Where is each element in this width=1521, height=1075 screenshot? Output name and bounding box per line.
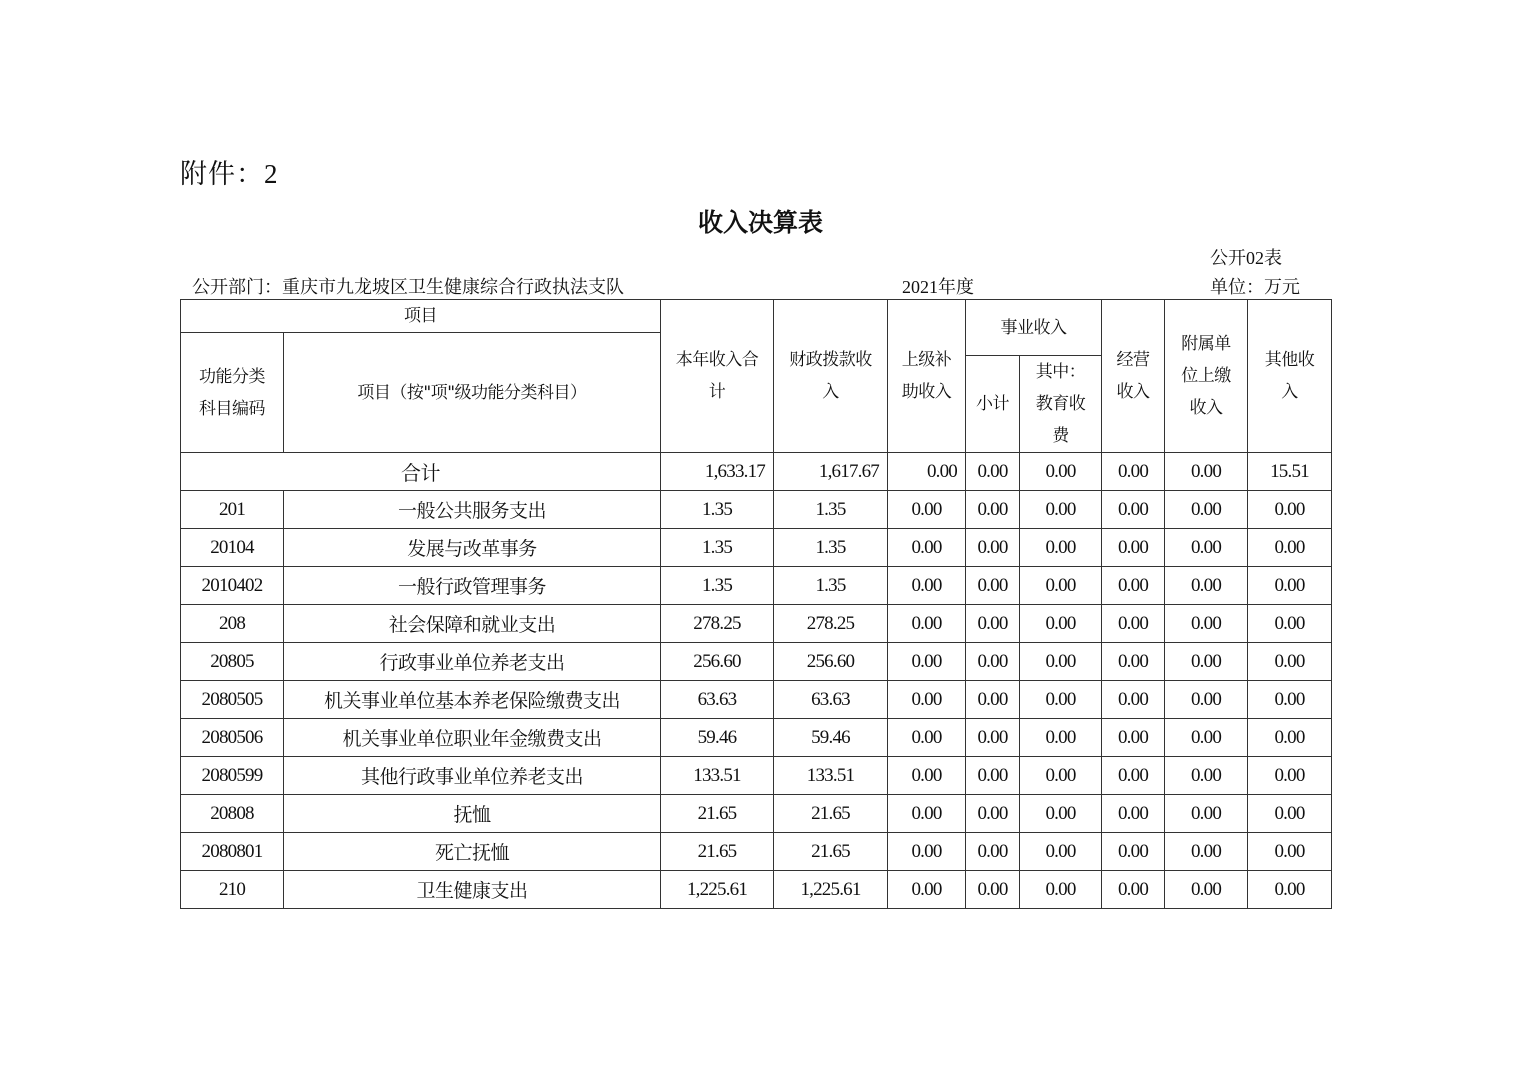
row-cell: 0.00: [888, 681, 966, 719]
total-row: [181, 453, 1332, 491]
row-cell: 0.00: [1248, 681, 1332, 719]
row-cell: 0.00: [1165, 719, 1248, 757]
row-cell: 0.00: [966, 833, 1020, 871]
row-cell: 0.00: [1102, 833, 1165, 871]
row-code: 2080505: [181, 681, 284, 719]
row-cell: 0.00: [966, 529, 1020, 567]
row-cell: 0.00: [888, 567, 966, 605]
table-row: [181, 757, 1332, 795]
total-cell: 0.00: [1165, 453, 1248, 491]
row-cell: 0.00: [1248, 491, 1332, 529]
row-code: 20805: [181, 643, 284, 681]
row-cell: 0.00: [1020, 757, 1102, 795]
row-cell: 0.00: [1102, 719, 1165, 757]
row-cell: 0.00: [1102, 529, 1165, 567]
total-cell: 0.00: [1102, 453, 1165, 491]
row-cell: 0.00: [888, 643, 966, 681]
row-cell: 0.00: [1248, 795, 1332, 833]
row-cell: 21.65: [661, 795, 774, 833]
header-code-text: 功能分类科目编码: [199, 366, 265, 419]
row-cell: 63.63: [661, 681, 774, 719]
row-cell: 0.00: [1102, 643, 1165, 681]
row-cell: 133.51: [774, 757, 888, 795]
row-cell: 1.35: [774, 491, 888, 529]
row-cell: 278.25: [661, 605, 774, 643]
row-cell: 0.00: [966, 643, 1020, 681]
row-cell: 0.00: [888, 719, 966, 757]
header-superior-text: 上级补助收入: [901, 350, 952, 402]
row-cell: 1.35: [661, 491, 774, 529]
row-code: 208: [181, 605, 284, 643]
row-name: 抚恤: [284, 795, 661, 833]
table-row: [181, 605, 1332, 643]
row-name: 一般行政管理事务: [284, 567, 661, 605]
row-cell: 133.51: [661, 757, 774, 795]
row-cell: 0.00: [1248, 871, 1332, 909]
row-code: 2080506: [181, 719, 284, 757]
row-cell: 1,225.61: [661, 871, 774, 909]
header-code: [181, 333, 284, 453]
row-cell: 0.00: [888, 833, 966, 871]
row-cell: 0.00: [1020, 529, 1102, 567]
row-cell: 0.00: [1248, 529, 1332, 567]
header-operating: [1102, 300, 1165, 453]
total-cell: 1,617.67: [774, 453, 888, 491]
row-name: 发展与改革事务: [284, 529, 661, 567]
row-cell: 0.00: [1248, 833, 1332, 871]
row-cell: 21.65: [774, 833, 888, 871]
row-cell: 256.60: [661, 643, 774, 681]
header-affiliated-text: 附属单位上缴收入: [1181, 334, 1231, 418]
row-cell: 0.00: [966, 567, 1020, 605]
row-cell: 0.00: [1165, 833, 1248, 871]
row-cell: 0.00: [888, 757, 966, 795]
row-cell: 0.00: [888, 871, 966, 909]
row-cell: 0.00: [1020, 605, 1102, 643]
row-cell: 0.00: [1020, 719, 1102, 757]
total-cell: 0.00: [1020, 453, 1102, 491]
header-affiliated: [1165, 300, 1248, 453]
page-title: 收入决算表: [697, 208, 823, 237]
row-cell: 0.00: [1248, 757, 1332, 795]
row-code: 201: [181, 491, 284, 529]
row-name: 社会保障和就业支出: [284, 605, 661, 643]
row-cell: 0.00: [888, 605, 966, 643]
table-row: [181, 871, 1332, 909]
table-row: [181, 681, 1332, 719]
row-cell: 0.00: [1102, 757, 1165, 795]
row-cell: 1.35: [774, 567, 888, 605]
table-row: [181, 833, 1332, 871]
row-cell: 0.00: [1020, 567, 1102, 605]
table-row: [181, 491, 1332, 529]
header-project: 项目: [181, 300, 661, 333]
table-header: [181, 300, 1332, 453]
row-code: 20104: [181, 529, 284, 567]
table-body: [181, 453, 1332, 909]
row-cell: 0.00: [888, 795, 966, 833]
total-cell: 0.00: [966, 453, 1020, 491]
row-code: 2080599: [181, 757, 284, 795]
row-name: 机关事业单位基本养老保险缴费支出: [284, 681, 661, 719]
row-cell: 59.46: [774, 719, 888, 757]
row-cell: 256.60: [774, 643, 888, 681]
table-row: [181, 529, 1332, 567]
row-cell: 0.00: [1020, 491, 1102, 529]
row-cell: 21.65: [774, 795, 888, 833]
row-cell: 0.00: [1248, 719, 1332, 757]
row-cell: 0.00: [1165, 681, 1248, 719]
row-cell: 0.00: [1248, 567, 1332, 605]
row-cell: 0.00: [1165, 491, 1248, 529]
header-name: 项目（按"项"级功能分类科目）: [284, 333, 661, 453]
row-cell: 0.00: [1102, 795, 1165, 833]
row-cell: 0.00: [966, 719, 1020, 757]
row-cell: 0.00: [1248, 605, 1332, 643]
row-cell: 0.00: [966, 491, 1020, 529]
row-cell: 63.63: [774, 681, 888, 719]
row-cell: 0.00: [1020, 871, 1102, 909]
row-cell: 0.00: [1020, 681, 1102, 719]
row-cell: 0.00: [1165, 605, 1248, 643]
row-cell: 1.35: [661, 567, 774, 605]
row-name: 死亡抚恤: [284, 833, 661, 871]
header-other: [1248, 300, 1332, 453]
attachment-prefix: 附件：: [180, 159, 264, 190]
header-subtotal: 小计: [966, 356, 1020, 453]
row-cell: 0.00: [888, 529, 966, 567]
attachment-number: 2: [264, 159, 279, 189]
header-fiscal: [774, 300, 888, 453]
row-cell: 0.00: [1102, 567, 1165, 605]
row-cell: 0.00: [1165, 567, 1248, 605]
row-cell: 0.00: [1165, 795, 1248, 833]
row-cell: 278.25: [774, 605, 888, 643]
income-table: [180, 299, 1332, 909]
header-superior: [888, 300, 966, 453]
table-row: [181, 643, 1332, 681]
row-cell: 21.65: [661, 833, 774, 871]
header-education: [1020, 356, 1102, 453]
fiscal-year: 2021年度: [902, 277, 974, 297]
row-cell: 0.00: [1165, 871, 1248, 909]
header-total-income-text: 本年收入合计: [675, 350, 759, 402]
row-cell: 0.00: [966, 605, 1020, 643]
row-cell: 0.00: [966, 871, 1020, 909]
header-education-text: 其中：教育收费: [1035, 362, 1086, 446]
row-cell: 0.00: [966, 681, 1020, 719]
row-name: 机关事业单位职业年金缴费支出: [284, 719, 661, 757]
unit-label: 单位：万元: [1210, 277, 1300, 297]
row-code: 2010402: [181, 567, 284, 605]
row-cell: 0.00: [1020, 643, 1102, 681]
row-cell: 0.00: [1102, 605, 1165, 643]
header-other-text: 其他收入: [1264, 350, 1315, 402]
form-number: 公开02表: [1210, 248, 1282, 268]
row-cell: 0.00: [1102, 871, 1165, 909]
row-cell: 0.00: [888, 491, 966, 529]
row-cell: 0.00: [966, 757, 1020, 795]
row-code: 20808: [181, 795, 284, 833]
row-cell: 0.00: [1248, 643, 1332, 681]
row-cell: 0.00: [1020, 833, 1102, 871]
row-name: 行政事业单位养老支出: [284, 643, 661, 681]
row-cell: 0.00: [1165, 643, 1248, 681]
row-name: 卫生健康支出: [284, 871, 661, 909]
header-fiscal-text: 财政拨款收入: [789, 350, 872, 402]
header-operating-text: 经营收入: [1116, 350, 1150, 402]
row-cell: 59.46: [661, 719, 774, 757]
row-code: 210: [181, 871, 284, 909]
row-cell: 1.35: [774, 529, 888, 567]
attachment-label: [180, 152, 279, 191]
row-cell: 0.00: [1102, 681, 1165, 719]
table-row: [181, 719, 1332, 757]
row-name: 其他行政事业单位养老支出: [284, 757, 661, 795]
row-cell: 0.00: [1102, 491, 1165, 529]
row-code: 2080801: [181, 833, 284, 871]
row-cell: 0.00: [1165, 757, 1248, 795]
row-cell: 0.00: [1165, 529, 1248, 567]
row-cell: 1,225.61: [774, 871, 888, 909]
total-cell: 0.00: [888, 453, 966, 491]
row-cell: 1.35: [661, 529, 774, 567]
row-cell: 0.00: [966, 795, 1020, 833]
header-business: 事业收入: [966, 300, 1102, 356]
total-label: 合计: [181, 453, 661, 491]
total-cell: 15.51: [1248, 453, 1332, 491]
table-row: [181, 567, 1332, 605]
department-label: 公开部门：重庆市九龙坡区卫生健康综合行政执法支队: [192, 277, 624, 297]
row-name: 一般公共服务支出: [284, 491, 661, 529]
total-cell: 1,633.17: [661, 453, 774, 491]
header-total-income: [661, 300, 774, 453]
row-cell: 0.00: [1020, 795, 1102, 833]
table-row: [181, 795, 1332, 833]
